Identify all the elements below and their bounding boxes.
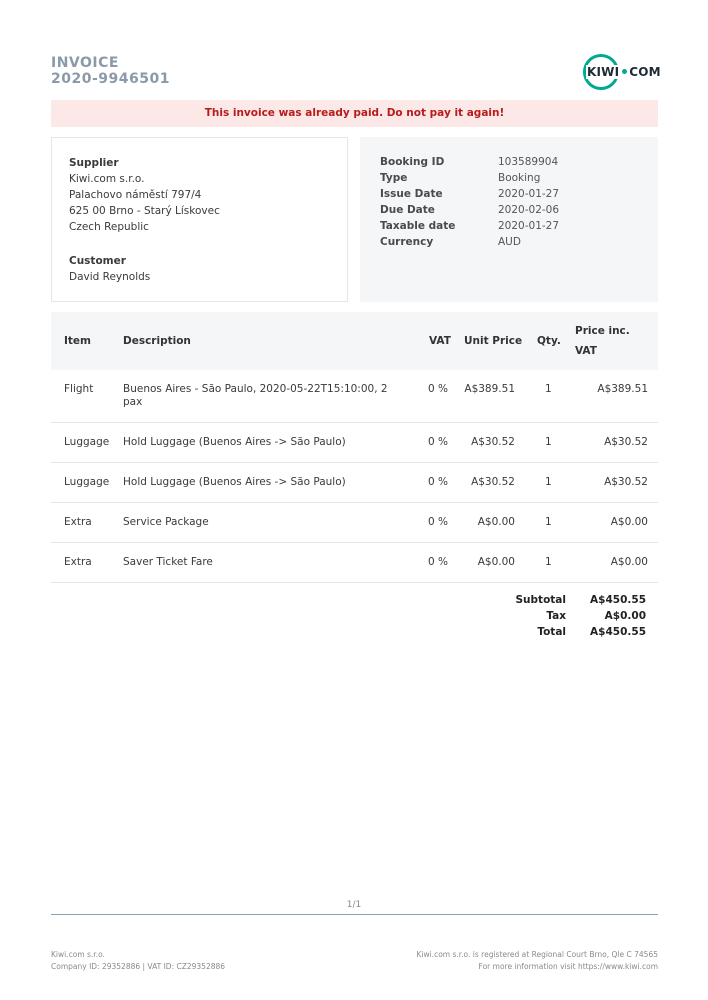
table-header [51, 312, 658, 370]
total-row: Total A$450.55 [537, 626, 646, 638]
kiwi-logo [580, 52, 660, 94]
supplier-city: 625 00 Brno - Starý Lískovec [69, 205, 220, 217]
col-price-line2: VAT [575, 345, 597, 357]
table-row: Extra Saver Ticket Fare 0 % A$0.00 1 A$0.00 [51, 543, 658, 583]
col-qty: Qty. [537, 335, 561, 347]
table-row: Luggage Hold Luggage (Buenos Aires -> São Paulo) 0 % A$30.52 1 A$30.52 [51, 423, 658, 463]
invoice-number: 2020-9946501 [51, 71, 170, 87]
footer-left [51, 949, 225, 973]
invoice-title [51, 55, 170, 87]
table-row: Luggage Hold Luggage (Buenos Aires -> São Paulo) 0 % A$30.52 1 A$30.52 [51, 463, 658, 503]
supplier-country: Czech Republic [69, 221, 149, 233]
supplier-box [51, 137, 348, 302]
logo-text-right: COM [629, 65, 661, 79]
logo-text-left: KIWI [587, 65, 620, 79]
supplier-name: Kiwi.com s.r.o. [69, 173, 145, 185]
doc-type: INVOICE [51, 55, 119, 71]
page-number: 1/1 [346, 900, 362, 910]
col-item: Item [64, 335, 91, 347]
supplier-label: Supplier [69, 157, 119, 169]
footer-right [400, 949, 658, 973]
col-price-line1: Price inc. [575, 325, 630, 337]
totals-block [446, 594, 648, 644]
footer-more-info: For more information visit https://www.kiwi.com [478, 962, 658, 971]
footer-company: Kiwi.com s.r.o. [51, 950, 105, 959]
footer-registration: Kiwi.com s.r.o. is registered at Regional Court Brno, Qle C 74565 [416, 950, 658, 959]
logo-dot-icon [622, 69, 627, 74]
paid-alert: This invoice was already paid. Do not pay it again! [51, 100, 658, 127]
customer-label: Customer [69, 255, 126, 267]
tax-row: Tax A$0.00 [546, 610, 646, 622]
booking-details: Booking ID 103589904 Type Booking Issue Date 2020-01-27 Due Date 2020-02-06 Taxable date 2020-01-27 Currency AUD [360, 137, 658, 302]
supplier-street: Palachovo náměstí 797/4 [69, 189, 202, 201]
table-row: Extra Service Package 0 % A$0.00 1 A$0.00 [51, 503, 658, 543]
subtotal-row: Subtotal A$450.55 [515, 594, 646, 606]
table-row: Flight Buenos Aires - São Paulo, 2020-05-22T15:10:00, 2 pax 0 % A$389.51 1 A$389.51 [51, 370, 658, 423]
footer-divider [51, 914, 658, 915]
col-vat: VAT [429, 335, 451, 347]
footer-ids: Company ID: 29352886 | VAT ID: CZ29352886 [51, 962, 226, 971]
col-description: Description [123, 335, 191, 347]
col-unit-price: Unit Price [464, 335, 523, 347]
customer-name: David Reynolds [69, 271, 151, 283]
